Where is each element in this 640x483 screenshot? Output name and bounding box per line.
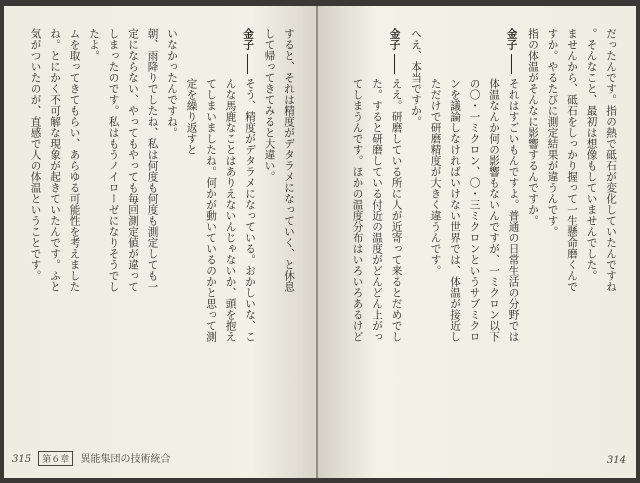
speaker-dash xyxy=(394,54,395,74)
text-column: ええ。研磨している所に人が近寄って来るとだめでし xyxy=(390,78,403,342)
text-column: ムを取ってきてもらい、あらゆる可能性を考えました xyxy=(68,28,81,292)
speaker-dash xyxy=(247,54,248,74)
text-column: しまったのです。私はもうノイローゼになりそうでし xyxy=(107,28,120,292)
text-column: すると、それは精度がデタラメになっていく、と休息 xyxy=(283,28,295,292)
speaker-dash xyxy=(511,54,512,74)
text-column: 定にならない、やってもやっても毎回測定値が違って xyxy=(127,28,139,292)
left-page xyxy=(4,6,316,478)
text-column: てしまいましたね。何かが動いているのかと思って測 xyxy=(205,78,217,342)
text-column: 体温なんか何の影響もないんですが、一ミクロン以下 xyxy=(488,78,500,342)
text-column: へえ、本当ですか。 xyxy=(410,28,422,127)
text-column: ただけで研磨精度が大きく違うんです。 xyxy=(429,78,442,276)
text-column: てしまうんです。ほかの温度分布はいろいろあるけど xyxy=(351,78,364,342)
text-column: の〇・一ミクロン、〇・三ミクロンというサブミクロ xyxy=(468,78,481,342)
right-footer xyxy=(607,455,626,466)
text-column: 朝、雨降りでしたね、私は何度も何度も測定しても一 xyxy=(146,28,159,292)
text-column: だったんです。指の熱で砥石が変化していたんですね xyxy=(605,28,617,292)
speaker-label: 金子 xyxy=(242,28,254,51)
text-column: た。すると研磨している付近の温度がどんどん上がっ xyxy=(371,78,383,342)
text-column: 指の体温がそんなに影響するんですか。 xyxy=(527,28,539,226)
text-column: いなかったんですね。 xyxy=(166,28,178,138)
right-page-number: 314 xyxy=(606,455,626,466)
speaker-label: 金子 xyxy=(388,28,401,51)
text-column: 気がついたのが、直感で人の体温ということです。 xyxy=(29,28,42,281)
text-column: それはすごいもんですよ。普通の日常生活の分野では xyxy=(507,78,520,342)
chapter-title: 異能集団の技術統合 xyxy=(80,454,171,465)
left-footer xyxy=(12,450,170,466)
text-column: ね。とにかく不可解な現象が起きていたんです。ふと xyxy=(49,28,61,292)
text-column: 。そんなこと、最初は想像もしていませんでした。 xyxy=(585,28,598,281)
text-column: して帰ってきてみると大違い。 xyxy=(263,28,276,182)
chapter-label: 第６章 xyxy=(38,451,73,466)
text-column: ンを議論しなければいけない世界では、体温が接近し xyxy=(449,78,461,342)
text-column: んな馬鹿なことはありえないんじゃないか、頭を抱え xyxy=(224,78,237,342)
text-column: ませんから、砥石をしっかり握って一生懸命磨くんで xyxy=(566,28,578,292)
text-column: たよ。 xyxy=(88,28,100,61)
right-page xyxy=(318,6,636,478)
text-column: そう、精度がデタラメになっている。おかしいな、こ xyxy=(244,78,256,342)
text-column: 定を繰り返すと xyxy=(185,78,198,155)
text-column: すか。やるたびに測定結果が違うんです。 xyxy=(546,28,559,237)
left-page-number: 315 xyxy=(12,454,32,465)
speaker-label: 金子 xyxy=(505,28,518,51)
